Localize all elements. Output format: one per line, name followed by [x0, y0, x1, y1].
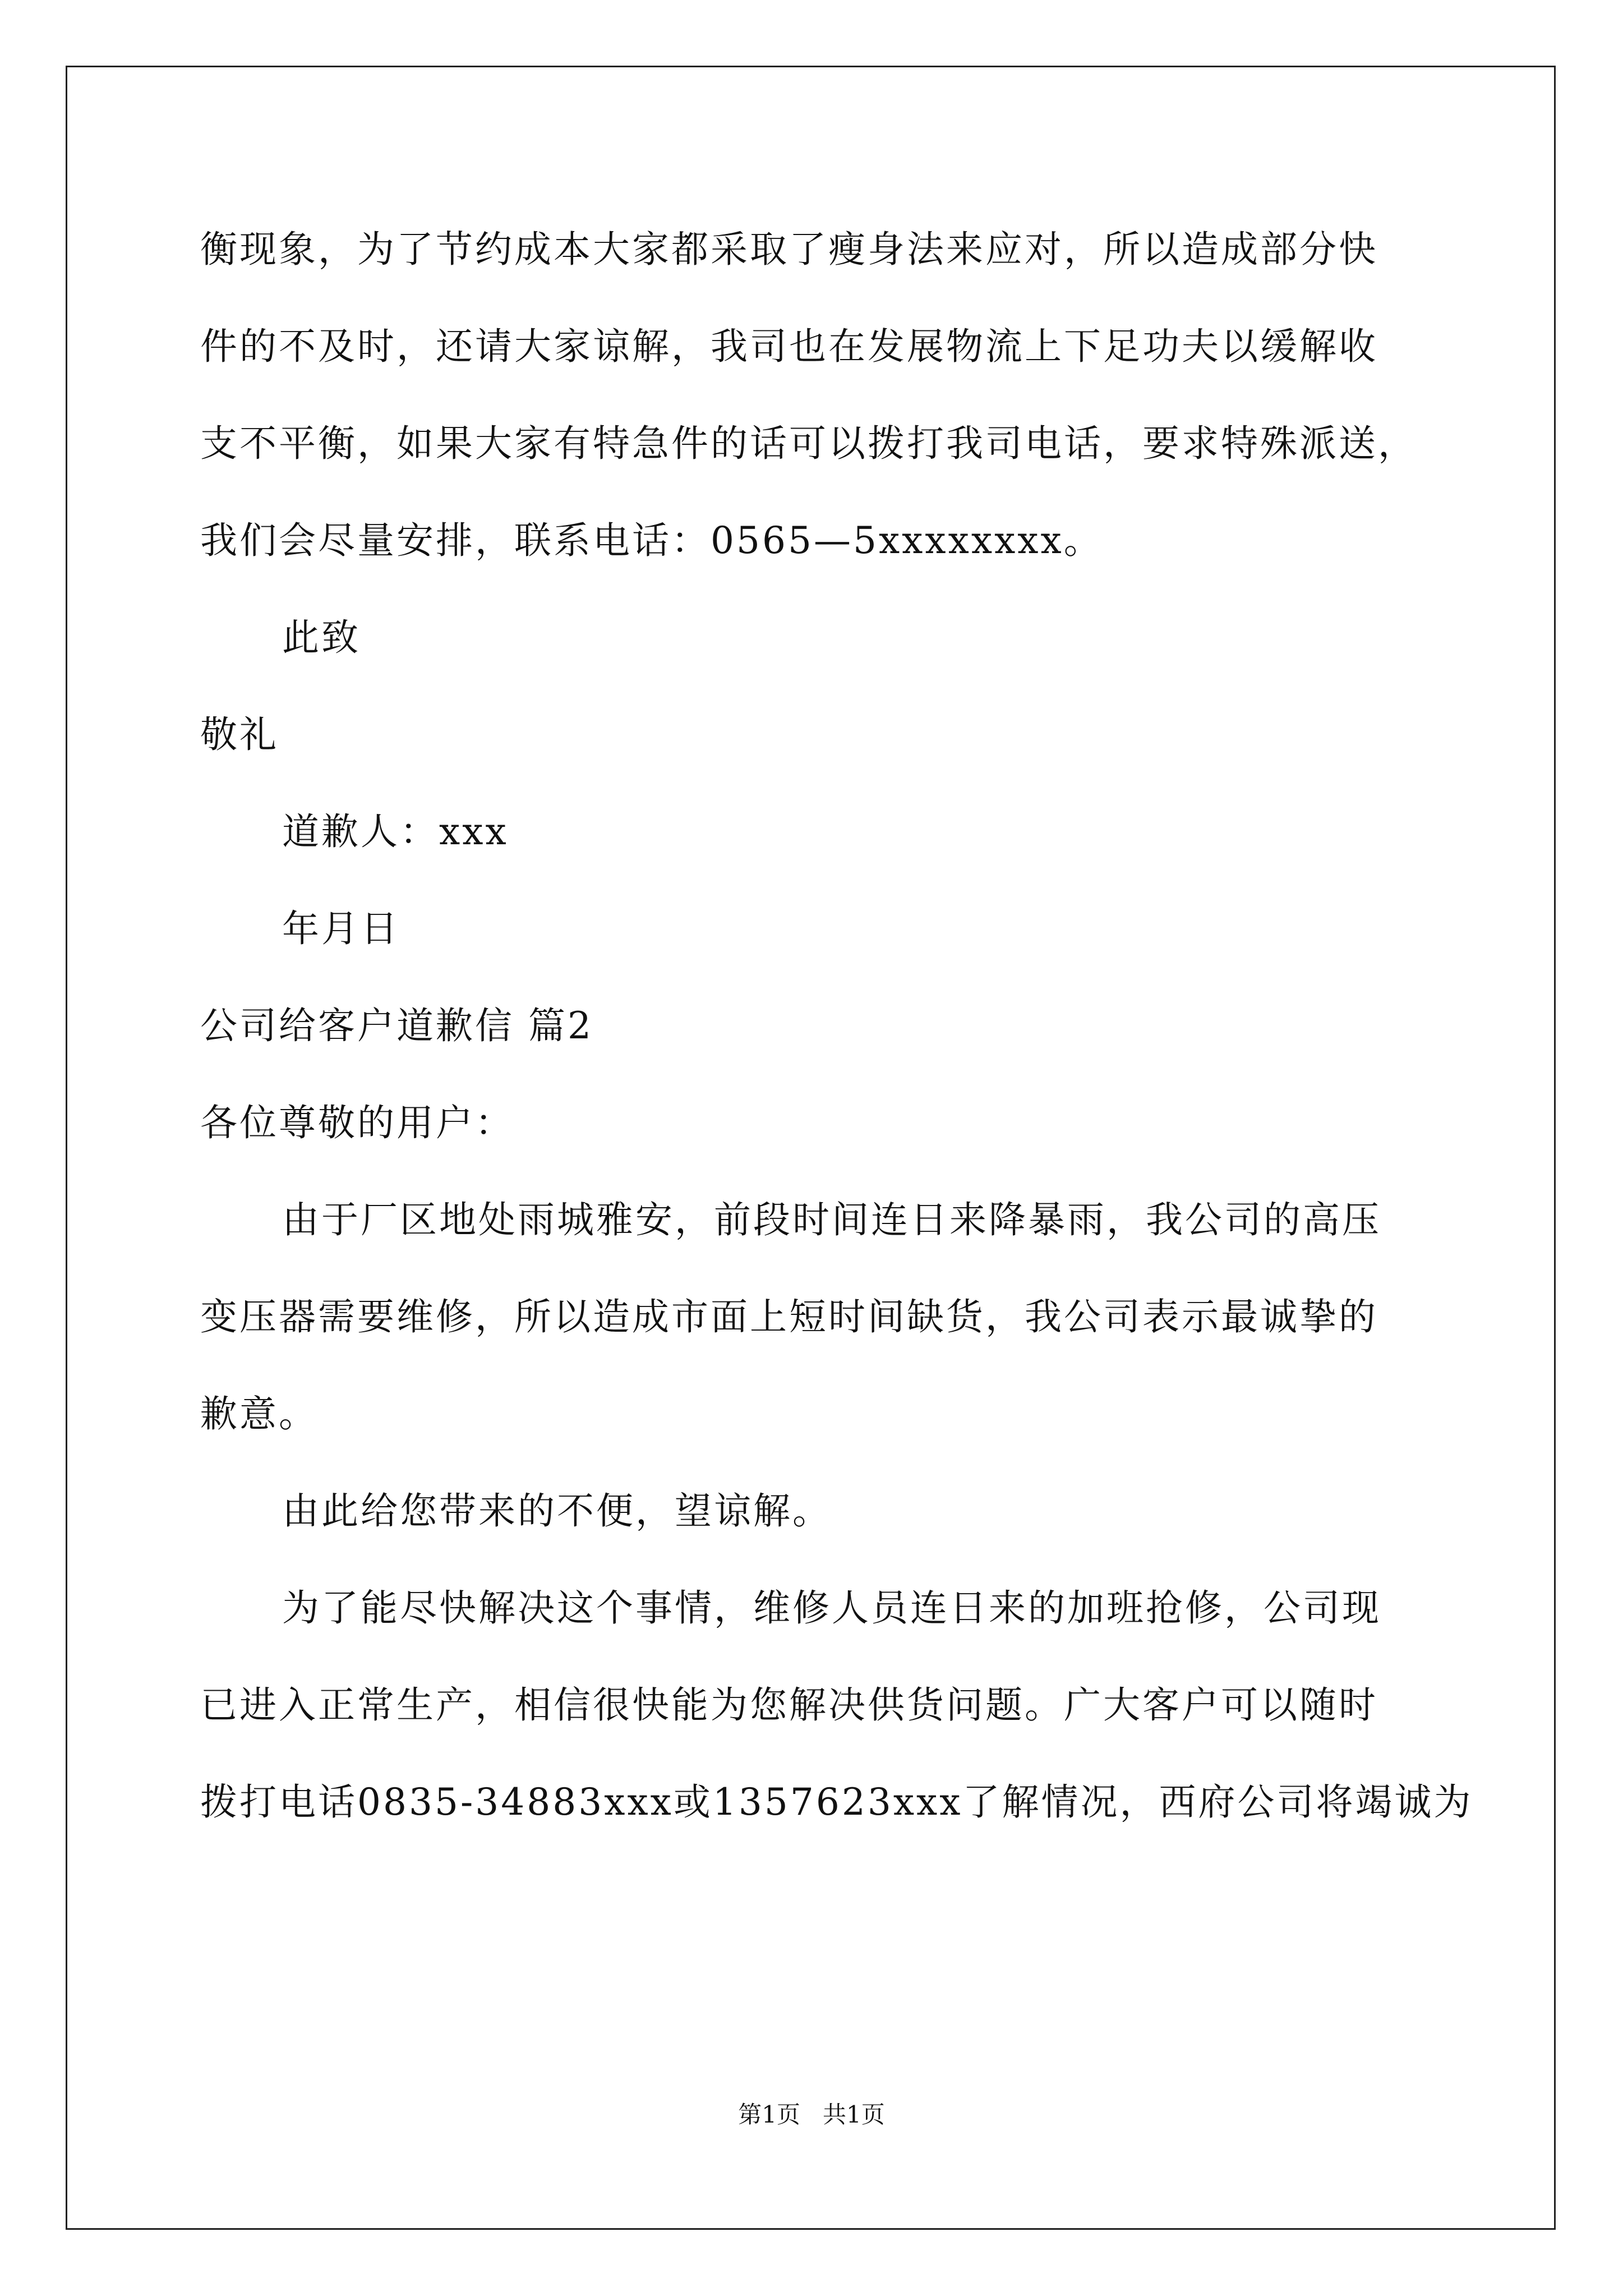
- paragraph-line-7: 歉意。: [200, 1392, 318, 1435]
- paragraph-line-5: 由于厂区地处雨城雅安，前段时间连日来降暴雨，我公司的高压: [282, 1198, 1381, 1241]
- paragraph-line-9: 为了能尽快解决这个事情，维修人员连日来的加班抢修，公司现: [282, 1586, 1381, 1630]
- paragraph-line-11: 拨打电话0835-34883xxx或1357623xxx了解情况，西府公司将竭诚为: [200, 1780, 1473, 1824]
- page-footer: 第1页 共1页: [738, 2101, 885, 2128]
- paragraph-line-4: 我们会尽量安排，联系电话：0565—5xxxxxxxx。: [200, 519, 1103, 562]
- signature-author: 道歉人：xxx: [282, 810, 509, 853]
- paragraph-line-8: 由此给您带来的不便，望谅解。: [282, 1489, 832, 1533]
- closing-regards: 敬礼: [200, 713, 279, 756]
- signature-date: 年月日: [282, 907, 400, 950]
- page-border: [66, 66, 1556, 2230]
- closing-salutation: 此致: [282, 616, 361, 659]
- paragraph-line-3: 支不平衡，如果大家有特急件的话可以拨打我司电话，要求特殊派送，: [200, 422, 1417, 465]
- greeting: 各位尊敬的用户：: [200, 1101, 514, 1144]
- paragraph-line-2: 件的不及时，还请大家谅解，我司也在发展物流上下足功夫以缓解收: [200, 325, 1378, 368]
- paragraph-line-10: 已进入正常生产，相信很快能为您解决供货问题。广大客户可以随时: [200, 1683, 1378, 1727]
- paragraph-line-1: 衡现象，为了节约成本大家都采取了瘦身法来应对，所以造成部分快: [200, 228, 1378, 271]
- paragraph-line-6: 变压器需要维修，所以造成市面上短时间缺货，我公司表示最诚挚的: [200, 1295, 1378, 1338]
- section-title: 公司给客户道歉信 篇2: [200, 1004, 593, 1047]
